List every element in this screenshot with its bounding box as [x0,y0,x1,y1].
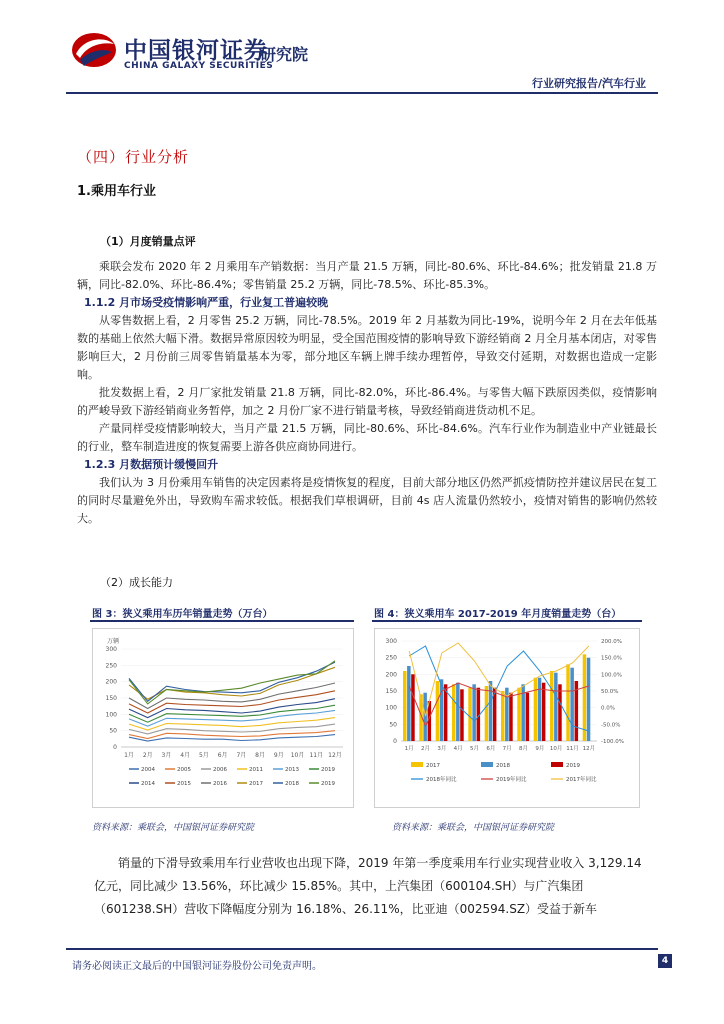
y-tick-label: 100 [105,711,117,719]
legend-label: 2019 [566,763,580,769]
paragraph-retail: 从零售数据上看，2 月零售 25.2 万辆，同比-78.5%。2019 年 2 月基数为同比-19%，说明今年 2 月在去年低基数的基础上依然大幅下滑。数据异常原因较为明显，受全国范围疫情的影响导致下游经销商 2 月全月基本闭店，对零售影响巨大，2 月份前三周零售销量基本为零，部分地区车辆上牌手续办理暂停，导致交付延期，对数据也造成一定影响。 [77,314,657,381]
y-tick-label: 300 [385,638,397,645]
bar-2018 [489,681,493,741]
x-tick-label: 6月 [217,752,228,759]
legend-label: 2018 [496,763,510,769]
y2-tick-label: -100.0% [601,739,624,745]
legend-label: 2006 [213,767,227,773]
x-tick-label: 5月 [470,746,479,752]
x-tick-label: 1月 [404,746,414,752]
legend-label: 2005 [177,767,191,773]
galaxy-logo-icon [70,30,118,70]
legend-label: 2017 [249,781,263,787]
bar-2017 [583,654,587,741]
bar-2017 [403,671,407,741]
legend-label: 2019 [321,767,335,773]
footer-disclaimer: 请务必阅读正文最后的中国银河证券股份公司免责声明。 [72,961,322,972]
y-tick-label: 0 [393,738,397,745]
paragraph-revenue: 销量的下滑导致乘用车行业营收也出现下降，2019 年第一季度乘用车行业实现营业收入 3,129.14 亿元，同比减少 13.56%，环比减少 15.85%。其中，上汽集团（600104.SH）与广汽集团（601238.SH）营收下降幅度分别为 16.18%、26.11%，比亚迪（002594.SZ）受益于新车 [94,856,642,916]
bar-2017 [501,691,505,741]
x-tick-label: 7月 [502,746,512,752]
bar-2017 [452,684,456,741]
figure-3-source: 资料来源：乘联会，中国银河证券研究院 [92,823,255,833]
legend-label: 2015 [177,781,191,787]
bar-2018 [538,678,542,741]
x-tick-label: 10月 [549,746,563,752]
y2-tick-label: 150.0% [601,655,622,662]
y-tick-label: 150 [105,695,117,702]
figure-3-title: 图 3：狭义乘用车历年销量走势（万台） [92,609,273,620]
legend-label: 2018年同比 [426,777,457,783]
x-tick-label: 8月 [519,746,528,752]
brand-name-en: CHINA GALAXY SECURITIES [124,61,274,71]
bar-2017 [566,664,570,741]
bar-2017 [485,686,489,741]
x-tick-label: 1月 [124,752,134,759]
series-line-3 [129,718,335,730]
x-tick-label: 12月 [328,752,342,759]
paragraph-production: 产量同样受疫情影响较大，当月产量 21.5 万辆，同比-80.6%、环比-84.6%。汽车行业作为制造业中产业链最长的行业，整车制造进度的恢复需要上游各供应商协同进行。 [77,422,657,453]
x-tick-label: 2月 [421,746,430,752]
legend-label: 2018 [285,781,299,787]
page-number: 4 [658,954,672,968]
y2-tick-label: 0.0% [601,705,615,712]
section-heading: （四）行业分析 [77,148,190,166]
bar-2018 [554,673,558,741]
y-tick-label: 50 [389,721,397,729]
x-tick-label: 10月 [290,752,305,759]
legend-label: 2016 [213,781,227,787]
bar-2017 [436,681,440,741]
y2-tick-label: 200.0% [601,639,622,645]
bar-2017 [517,688,521,741]
y-tick-label: 150 [385,688,397,695]
bar-2018 [472,684,476,741]
x-tick-label: 6月 [486,746,496,752]
bar-2017 [534,678,538,741]
y-tick-label: 300 [105,646,117,653]
legend-swatch [411,762,423,767]
figure-3-chart [93,629,353,807]
x-tick-label: 3月 [437,746,447,752]
report-type: 行业研究报告/汽车行业 [531,77,646,90]
bar-2018 [587,658,591,741]
legend-swatch [481,762,493,767]
y-tick-label: 200 [105,678,117,686]
figure-3-frame [92,628,354,808]
bar-2019 [460,689,464,741]
y-tick-label: 0 [113,744,117,751]
x-tick-label: 3月 [161,752,172,759]
header-divider [66,92,658,94]
x-tick-label: 11月 [566,746,579,752]
subsection-heading-monthly: （1）月度销量点评 [100,235,196,248]
x-tick-label: 2月 [142,752,153,759]
bar-2018 [407,666,411,741]
figure-4-title: 图 4：狭义乘用车 2017-2019 年月度销量走势（台） [374,609,622,620]
legend-label: 2017 [426,763,440,769]
bar-2019 [542,683,546,741]
footer-divider [66,948,658,950]
x-tick-label: 4月 [453,746,463,752]
paragraph-wholesale: 批发数据上看，2 月厂家批发销量 21.8 万辆，同比-82.0%，环比-86.4%。与零售大幅下跌原因类似，疫情影响的严峻导致下游经销商业务暂停，加之 2 月份厂家不进行销量考核，导致经销商进货动机不足。 [77,386,657,417]
x-tick-label: 11月 [309,752,324,759]
y-tick-label: 50 [109,727,117,735]
legend-label: 2017年同比 [566,777,597,783]
figure-4-chart [375,629,639,807]
legend-swatch [551,762,563,767]
bar-2017 [550,671,554,741]
minor-heading-mar: 1.2.3 月数据预计缓慢回升 [84,458,219,471]
bar-2019 [558,684,562,741]
paragraph-summary: 乘联会发布 2020 年 2 月乘用车产销数据：当月产量 21.5 万辆，同比-80.6%、环比-84.6%；批发销量 21.8 万辆，同比-82.0%、环比-86.4%；零售销量 25.2 万辆，同比-78.5%、环比-85.3%。 [77,260,657,291]
legend-label: 2004 [141,767,155,773]
y-tick-label: 100 [385,704,397,712]
x-tick-label: 7月 [236,752,247,759]
x-tick-label: 4月 [180,752,191,759]
x-tick-label: 9月 [535,746,545,752]
x-tick-label: 9月 [273,752,284,759]
brand-name-cn: 中国银河证券 [124,38,268,64]
legend-label: 2013 [285,767,299,773]
x-tick-label: 5月 [198,752,209,759]
legend-label: 2014 [141,781,155,787]
x-tick-label: 8月 [255,752,266,759]
bar-2018 [570,668,574,741]
subsection-heading: 1.乘用车行业 [77,184,156,199]
legend-label: 2011 [249,767,263,773]
y-axis-label: 万辆 [107,638,120,645]
series-line-11 [129,661,335,704]
bar-2017 [468,688,472,741]
figure-4-rule [372,620,642,622]
bar-2019 [526,693,530,741]
bar-2019 [411,674,415,741]
figure-4-source: 资料来源：乘联会，中国银河证券研究院 [392,823,555,833]
figure-3-rule [90,620,354,622]
bar-2019 [509,693,513,741]
y2-tick-label: 100.0% [601,672,622,679]
y2-tick-label: 50.0% [601,689,619,695]
bar-2018 [456,683,460,741]
bar-2018 [423,693,427,741]
y-tick-label: 250 [105,662,117,670]
y-tick-label: 200 [385,671,397,679]
minor-heading-feb: 1.1.2 月市场受疫情影响严重，行业复工普遍较晚 [84,296,329,309]
paragraph-outlook: 我们认为 3 月份乘用车销售的决定因素将是疫情恢复的程度，目前大部分地区仍然严抓疫情防控并建议居民在复工的同时尽量避免外出，导致购车需求较低。根据我们草根调研，目前 4s 店人流量仍然较小，疫情对销售的影响仍然较大。 [77,476,657,525]
figure-4-frame [374,628,640,808]
brand-institute: 研究院 [260,45,309,64]
bar-2018 [440,679,444,741]
y-tick-label: 250 [385,654,397,662]
y2-tick-label: -50.0% [601,722,621,729]
legend-label: 2019 [321,781,335,787]
legend-label: 2019年同比 [496,777,527,783]
x-tick-label: 12月 [582,746,596,752]
subsection-heading-growth: （2）成长能力 [100,576,173,589]
